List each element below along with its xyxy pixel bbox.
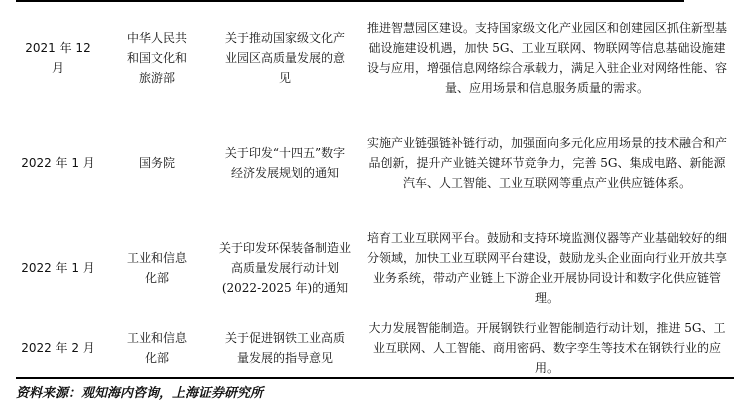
- date-cell: [16, 114, 100, 212]
- date-cell: [16, 216, 100, 320]
- content-cell: [360, 6, 734, 110]
- policy-cell: [210, 216, 360, 320]
- policy-cell: [210, 6, 360, 110]
- department-text: 工业和信息化部: [126, 251, 187, 285]
- content-text: 大力发展智能制造。开展钢铁行业智能制造行动计划，推进 5G、工业互联网、人工智能、商用密码、数字孪生等技术在钢铁行业的应用。: [368, 321, 726, 375]
- policy-cell: [210, 114, 360, 212]
- policy-text: 关于推动国家级文化产业园区高质量发展的意见: [224, 31, 345, 85]
- department-cell: [116, 114, 198, 212]
- date-cell: [16, 6, 100, 110]
- table-bottom-rule: [16, 377, 734, 379]
- department-cell: [116, 320, 198, 376]
- table-row: [16, 216, 734, 320]
- policy-text: 关于促进钢铁工业高质量发展的指导意见: [224, 331, 345, 365]
- content-cell: [360, 114, 734, 212]
- date-text: 2022 年 1 月: [21, 261, 95, 275]
- date-text: 2022 年 2 月: [21, 341, 95, 355]
- department-text: 工业和信息化部: [126, 331, 187, 365]
- table-row: [16, 114, 734, 212]
- department-cell: [116, 6, 198, 110]
- department-cell: [116, 216, 198, 320]
- source-note: 资料来源：观知海内咨询，上海证券研究所: [16, 386, 264, 401]
- content-text: 实施产业链强链补链行动，加强面向多元化应用场景的技术融合和产品创新，提升产业链关键环节竞争力，完善 5G、集成电路、新能源汽车、人工智能、工业互联网等重点产业供应链体系。: [366, 136, 727, 190]
- content-cell: [360, 216, 734, 320]
- content-text: 培育工业互联网平台。鼓励和支持环境监测仪器等产业基础较好的细分领域，加快工业互联网平台建设，鼓励龙头企业面向行业开放共享业务系统，带动产业链上下游企业开展协同设计和数字化供应链管理。: [366, 231, 727, 305]
- date-text: 2021 年 12 月: [25, 41, 91, 75]
- date-text: 2022 年 1 月: [21, 156, 95, 170]
- department-text: 国务院: [138, 156, 175, 170]
- date-cell: [16, 320, 100, 376]
- table-row: [16, 320, 734, 376]
- content-text: 推进智慧园区建设。支持国家级文化产业园区和创建园区抓住新型基础设施建设机遇，加快 5G、工业互联网、物联网等信息基础设施建设与应用，增强信息网络综合承载力，满足入驻企业对网络性能、容量、应用场景和信息服务质量的需求。: [366, 21, 727, 95]
- content-cell: [360, 320, 734, 376]
- table-row: [16, 6, 734, 110]
- policy-text: 关于印发“十四五”数字经济发展规划的通知: [224, 146, 346, 180]
- table-top-rule: [16, 0, 684, 2]
- department-text: 中华人民共和国文化和旅游部: [126, 31, 187, 85]
- policy-text: 关于印发环保装备制造业高质量发展行动计划(2022-2025 年)的通知: [219, 241, 352, 295]
- policy-cell: [210, 320, 360, 376]
